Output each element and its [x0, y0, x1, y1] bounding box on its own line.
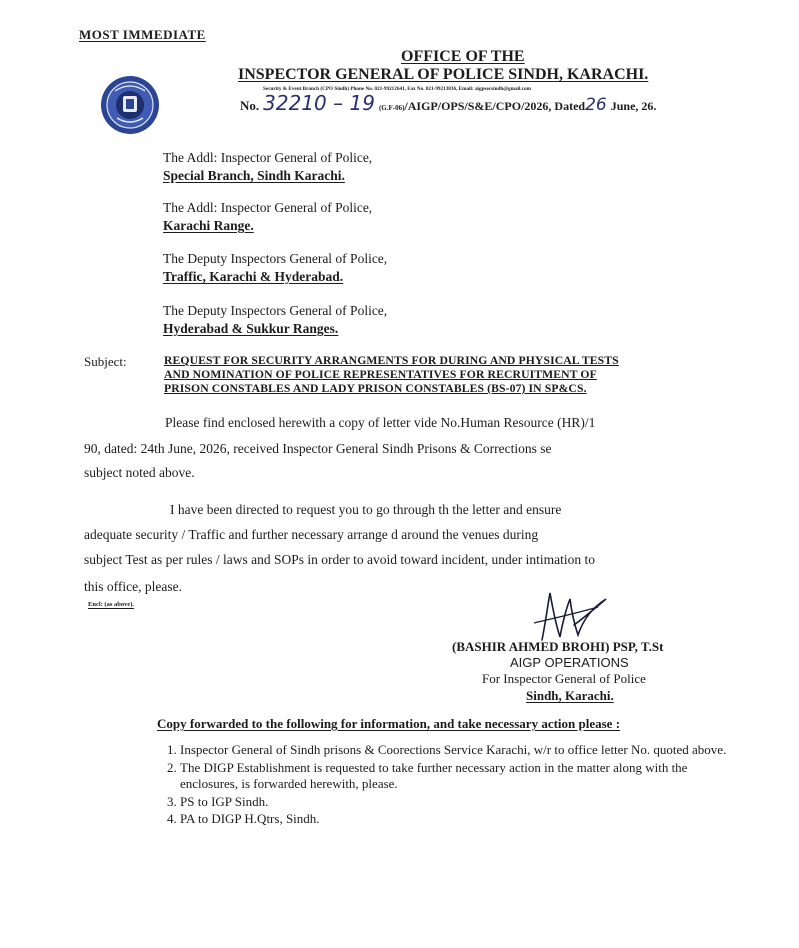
police-emblem-icon — [99, 74, 161, 136]
subject-line-3: PRISON CONSTABLES AND LADY PRISON CONSTABLES (BS-07) IN SP&CS. — [164, 382, 587, 395]
addressee-block-4 — [163, 302, 387, 338]
body-paragraph-1-line-3: subject noted above. — [84, 465, 195, 480]
addressee-block-2 — [163, 199, 372, 235]
body-paragraph-1-line-1: Please find enclosed herewith a copy of letter vide No.Human Resource (HR)/1 — [165, 415, 596, 430]
reference-path: /AIGP/OPS/S&E/CPO/2026, Dated — [404, 99, 586, 113]
signatory-location: Sindh, Karachi. — [526, 688, 614, 703]
subject-text — [164, 354, 619, 396]
copy-forwarded-list — [156, 742, 740, 829]
addressee-unit: Special Branch, Sindh Karachi. — [163, 168, 345, 183]
list-item: 3. PS to IGP Sindh. — [180, 794, 740, 811]
body-paragraph-2-line-2: adequate security / Traffic and further necessary arrange d around the venues during — [84, 527, 539, 542]
reference-handwritten-day: 26 — [585, 95, 607, 115]
body-paragraph-2-line-4: this office, please. — [84, 579, 182, 594]
addressee-unit: Traffic, Karachi & Hyderabad. — [163, 269, 344, 284]
addressee-title: The Deputy Inspectors General of Police, — [163, 251, 388, 266]
reference-month-year: June, 26. — [610, 99, 657, 113]
reference-handwritten-number: 32210 – 19 — [263, 91, 375, 115]
office-contact-line: Security & Event Branch (CPO Sindh) Phone No. 021-99212641, Fax No. 021-99213836, Email: aigpsecsindh@gmail.com — [263, 86, 531, 92]
body-paragraph-1-line-2: 90, dated: 24th June, 2026, received Inspector General Sindh Prisons & Corrections se — [84, 441, 552, 456]
signatory-designation: AIGP OPERATIONS — [510, 655, 629, 670]
addressee-unit: Karachi Range. — [163, 218, 254, 233]
list-item: 4. PA to DIGP H.Qtrs, Sindh. — [180, 811, 740, 828]
addressee-title: The Deputy Inspectors General of Police, — [163, 303, 388, 318]
list-item: 2. The DIGP Establishment is requested to take further necessary action in the matter along with the enclosures, is forwarded herewith, please. — [180, 760, 740, 793]
body-paragraph-2-line-3: subject Test as per rules / laws and SOPs in order to avoid toward incident, under intimation to — [84, 552, 595, 567]
addressee-title: The Addl: Inspector General of Police, — [163, 200, 373, 215]
office-title-line1: OFFICE OF THE — [401, 48, 525, 65]
addressee-title: The Addl: Inspector General of Police, — [163, 150, 373, 165]
addressee-block-3 — [163, 250, 387, 286]
reference-prefix: No. — [240, 98, 260, 113]
priority-label: MOST IMMEDIATE — [79, 27, 206, 42]
body-paragraph-2-line-1: I have been directed to request you to go through th the letter and ensure — [170, 502, 562, 517]
signatory-name: (BASHIR AHMED BROHI) PSP, T.St — [452, 639, 664, 654]
subject-line-1: REQUEST FOR SECURITY ARRANGMENTS FOR DURING AND PHYSICAL TESTS — [164, 354, 619, 367]
signatory-for-line: For Inspector General of Police — [482, 671, 646, 686]
reference-line — [240, 91, 656, 115]
subject-label: Subject: — [84, 354, 127, 369]
list-item: 1. Inspector General of Sindh prisons & Coorections Service Karachi, w/r to office letter No. quoted above. — [180, 742, 740, 759]
office-title-line2: INSPECTOR GENERAL OF POLICE SINDH, KARACHI. — [238, 66, 649, 83]
addressee-block-1 — [163, 149, 372, 185]
subject-line-2: AND NOMINATION OF POLICE REPRESENTATIVES FOR RECRUITMENT OF — [164, 368, 597, 381]
handwritten-signature — [520, 585, 620, 645]
enclosure-note: Encl: (as above). — [88, 601, 135, 608]
copy-forwarded-heading: Copy forwarded to the following for information, and take necessary action please : — [157, 716, 621, 731]
reference-code: (G.F-06) — [378, 104, 405, 112]
addressee-unit: Hyderabad & Sukkur Ranges. — [163, 321, 339, 336]
